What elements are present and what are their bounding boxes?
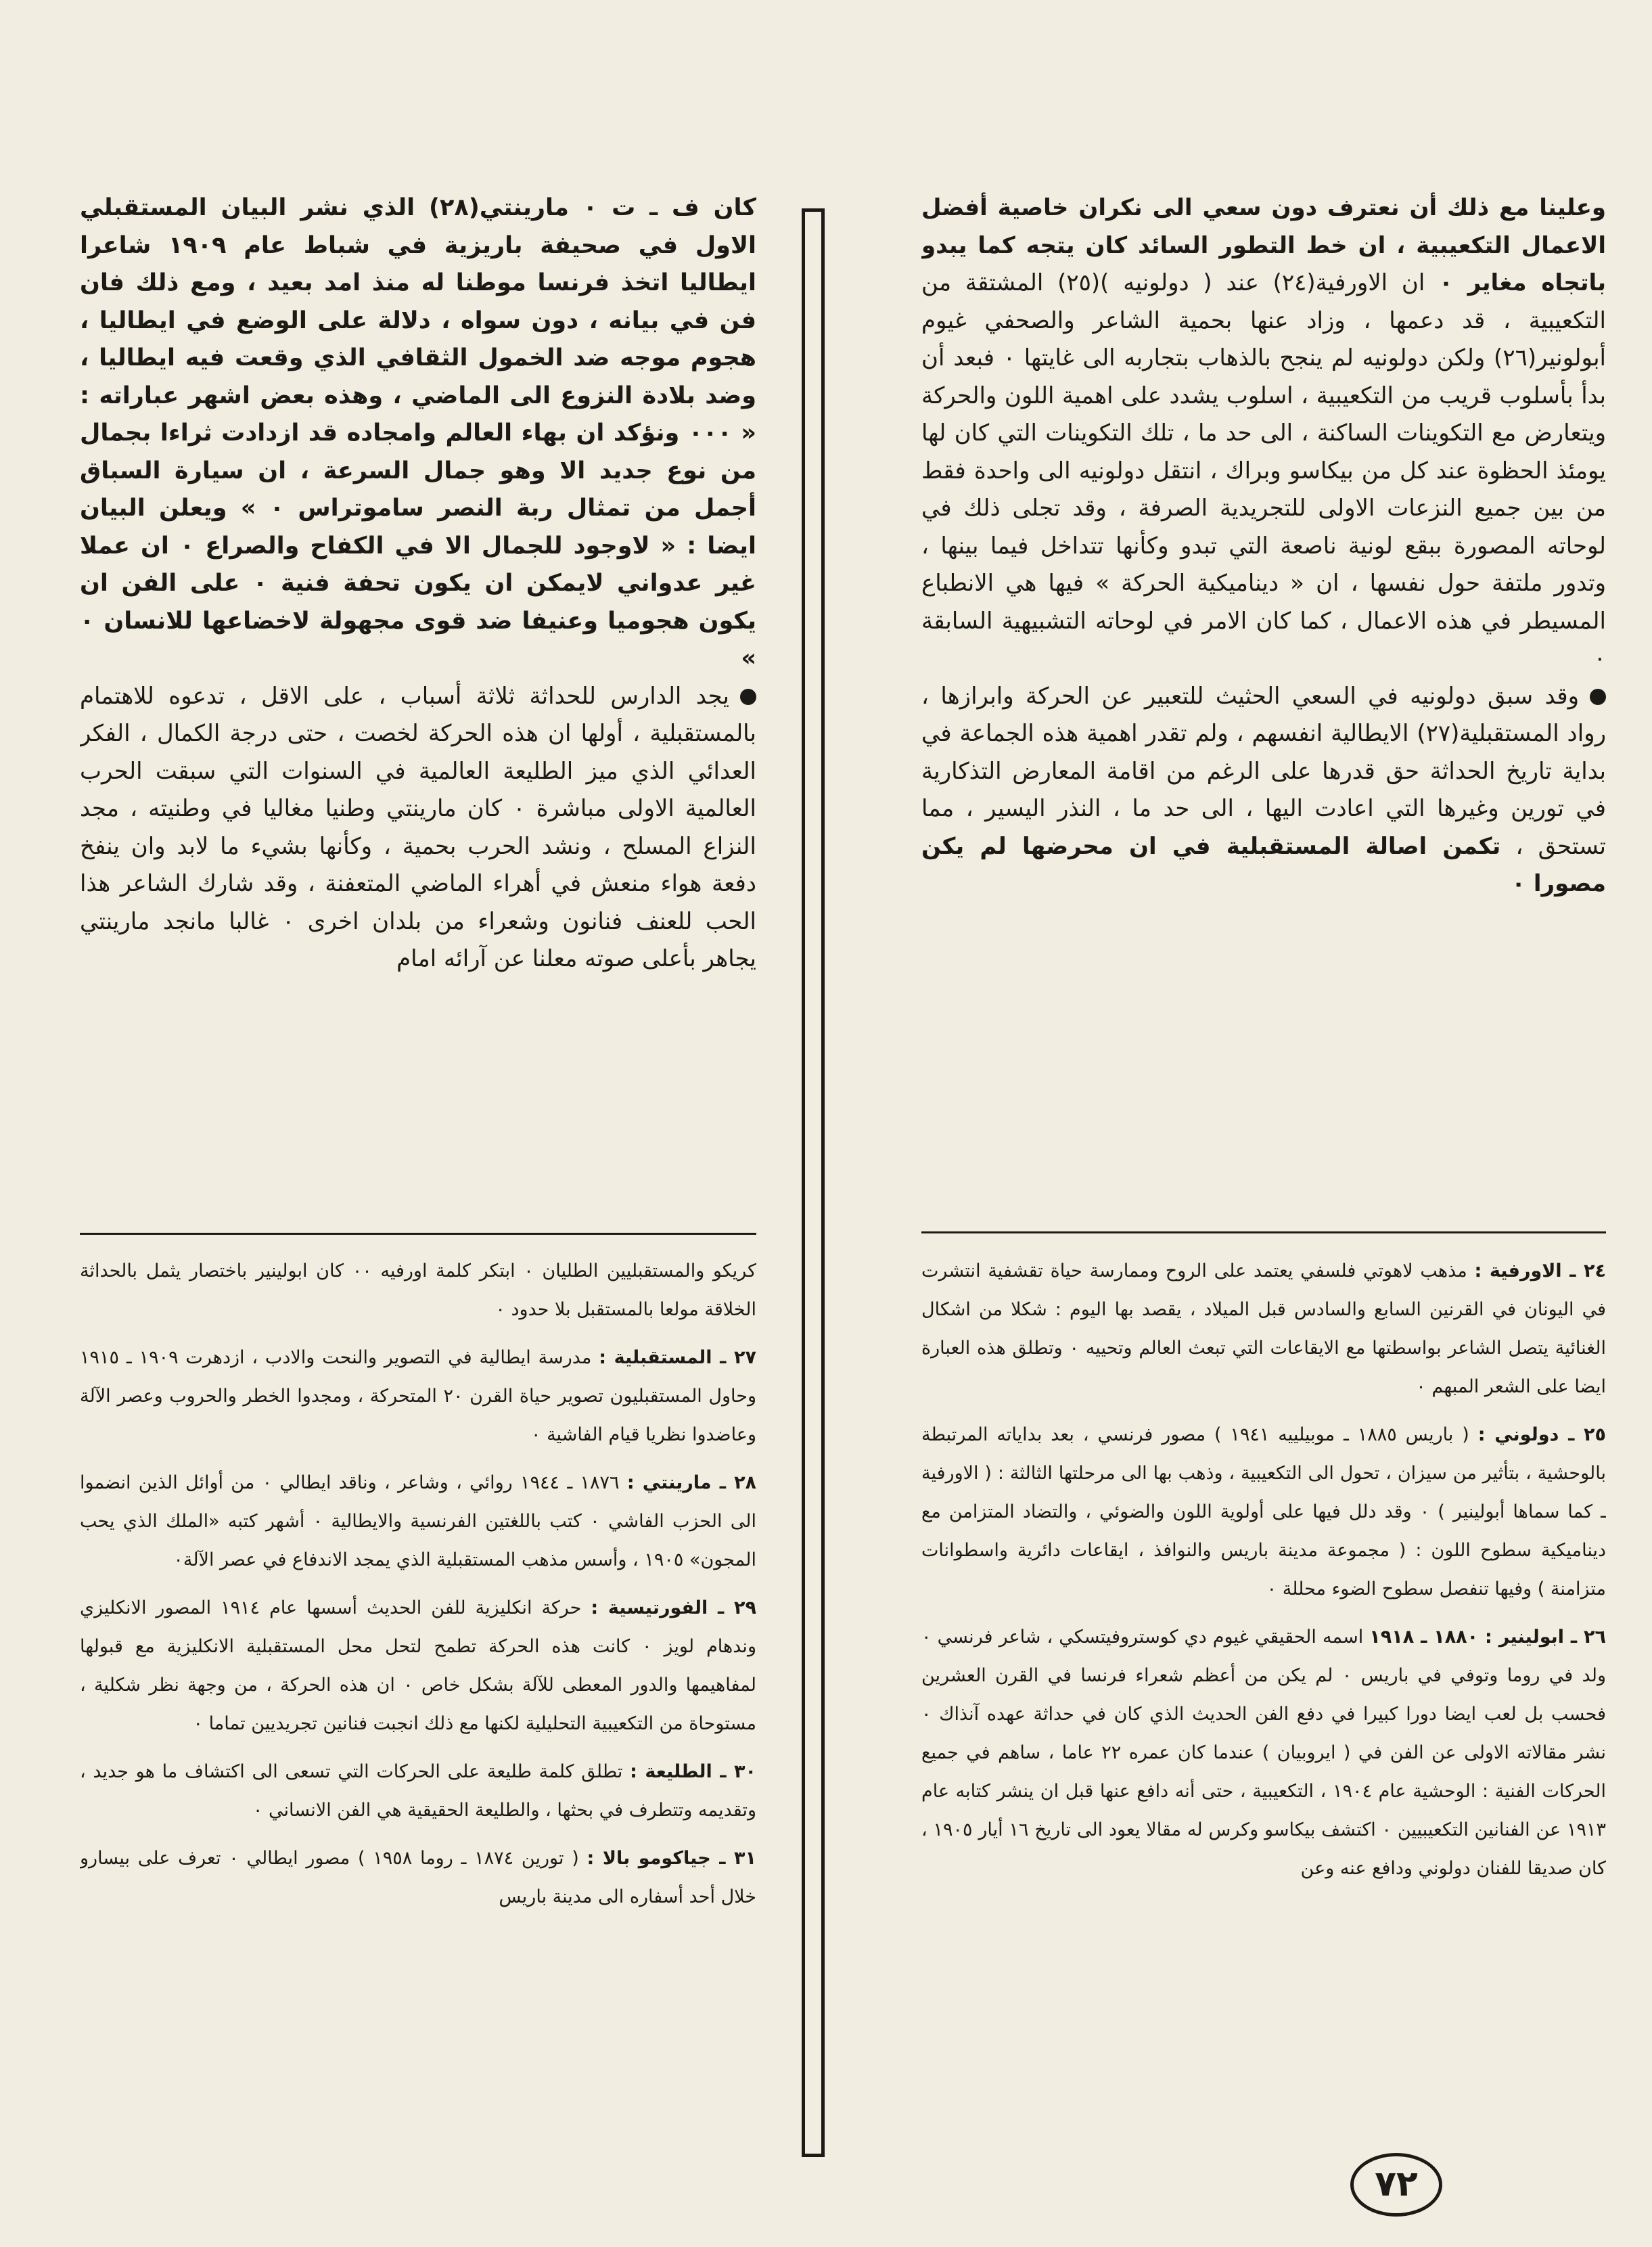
footnote-28-text: ١٨٧٦ ـ ١٩٤٤ روائي ، وشاعر ، وناقد ايطالي ٠ من أوائل الذين انضموا الى الحزب الفاشي ٠ كتب باللغتين الفرنسية والايطالية ٠ أشهر كتبه «الملك الذي يحب المجون» ١٩٠٥ ، وأسس مذهب المستقبلية الذي يمجد الاندفاع في عصر الآلة٠ bbox=[80, 1472, 756, 1570]
footnote-25-text: ( باريس ١٨٨٥ ـ موبيلييه ١٩٤١ ) مصور فرنسي ، بعد بداياته المرتبطة بالوحشية ، بتأثير من سيزان ، تحول الى التكعيبية ، وذهب بها الى مرحلتها الثالثة : ( الاورفية ـ كما سماها أبولينير ) ٠ وقد دلل فيها على أولوية اللون والضوئي ، والتضاد المتزامن مع ديناميكية سطوح اللون : ( مجموعة مدينة باريس والنوافذ ، ايقاعات دائرية واسطوانات متزامنة ) وفيها تنفصل سطوح الضوء محللة ٠ bbox=[921, 1424, 1606, 1599]
footnote-31-head: ٣١ ـ جياكومو بالا : bbox=[587, 1848, 756, 1869]
footnote-29-text: حركة انكليزية للفن الحديث أسسها عام ١٩١٤ المصور الانكليزي وندهام لويز ٠ كانت هذه الحركة تطمح لتحل محل المستقبلية الانكليزية مع قبولها لمفاهيمها والدور المعطى للآلة بشكل خاص ٠ ان هذه الحركة ، من وجهة نظر شكلية ، مستوحاة من التكعيبية التحليلية لكنها مع ذلك انجبت فنانين تجريديين تماما ٠ bbox=[80, 1597, 756, 1734]
left-paragraph-1: كان ف ـ ت ٠ مارينتي(٢٨) الذي نشر البيان المستقبلي الاول في صحيفة باريزية في شباط عام ١٩٠٩ شاعرا ايطاليا اتخذ فرنسا موطنا له منذ امد بعيد ، ومع ذلك فان فن في بيانه ، دون سواه ، دلالة على الوضع في ايطاليا ، هجوم موجه ضد الخمول الثقافي الذي وقعت فيه ايطاليا ، وضد بلادة النزوع الى الماضي ، وهذه بعض اشهر عباراته : « ٠٠٠ ونؤكد ان بهاء العالم وامجاده قد ازدادت ثراءا بجمال من نوع جديد الا وهو جمال السرعة ، ان سيارة السباق أجمل من تمثال ربة النصر ساموتراس ٠ » ويعلن البيان ايضا : « لاوجود للجمال الا في الكفاح والصراع ٠ ان عملا غير عدواني لايمكن ان يكون تحفة فنية ٠ على الفن ان يكون هجوميا وعنيفا ضد قوى مجهولة لاخضاعها للانسان ٠ » bbox=[80, 194, 756, 672]
footnote-25-head: ٢٥ ـ دولوني : bbox=[1477, 1424, 1606, 1445]
footnote-30-head: ٣٠ ـ الطليعة : bbox=[630, 1761, 756, 1782]
right-paragraph-2-bold: تكمن اصالة المستقبلية في ان محرضها لم يكن مصورا ٠ bbox=[921, 832, 1606, 897]
right-paragraph-1-text: ان الاورفية(٢٤) عند ( دولونيه )(٢٥) المشتقة من التكعيبية ، قد دعمها ، وزاد عنها بحمية الشاعر والصحفي غيوم أبولونير(٢٦) ولكن دولونيه لم ينجح بالذهاب بتجاربه الى غايتها ٠ فبعد أن بدأ بأسلوب قريب من التكعيبية ، اسلوب يشدد على اهمية اللون والحركة ويتعارض مع التكوينات الساكنة ، الى حد ما ، تلك التكوينات التي كان لها يومئذ الحظوة عند كل من بيكاسو وبراك ، انتقل دولونيه الى واحدة فقط من بين جميع النزعات الاولى للتجريدية الصرفة ، وقد تجلى ذلك في لوحاته المصورة ببقع لونية ناصعة التي تبدو وكأنها تتداخل فيما بينها ، وتدور ملتفة حول نفسها ، ان « ديناميكية الحركة » فيها هي الانطباع المسيطر في هذه الاعمال ، كما كان الامر في لوحاته التشبيهية السابقة ٠ bbox=[921, 269, 1606, 672]
bullet-icon bbox=[1590, 689, 1606, 705]
footnote-26-text: اسمه الحقيقي غيوم دي كوستروفيتسكي ، شاعر فرنسي ٠ ولد في روما وتوفي في باريس ٠ لم يكن من أعظم شعراء فرنسا في القرن العشرين فحسب بل لعب ايضا دورا كبيرا في دفع الفن الحديث الذي كان في حداثة عهده آنذاك ٠ نشر مقالاته الاولى عن الفن في ( ايروبيان ) عندما كان عمره ٢٢ عاما ، ساهم في جميع الحركات الفنية : الوحشية عام ١٩٠٤ ، التكعيبية ، حتى أنه دافع عنها قبل ان ينشر كتابه عام ١٩١٣ عن الفنانين التكعيبيين ٠ اكتشف بيكاسو وكرس له مقالا يعود الى تاريخ ١٦ أيار ١٩٠٥ ، كان صديقا للفنان دولوني ودافع عنه وعن bbox=[921, 1627, 1606, 1879]
right-column-body bbox=[921, 189, 1606, 1184]
footnote-24 bbox=[921, 1252, 1606, 1406]
footnote-29 bbox=[80, 1589, 756, 1743]
footnote-25 bbox=[921, 1415, 1606, 1608]
page-number: ٧٢ bbox=[1350, 2153, 1442, 2217]
footnote-divider-right bbox=[921, 1231, 1606, 1233]
right-paragraph-2 bbox=[921, 678, 1606, 903]
footnote-30 bbox=[80, 1752, 756, 1830]
left-paragraph-2-text: يجد الدارس للحداثة ثلاثة أسباب ، على الاقل ، تدعوه للاهتمام بالمستقبلية ، أولها ان هذه الحركة لخصت ، حتى درجة الكمال ، الفكر العدائي الذي ميز الطليعة العالمية في السنوات التي سبقت الحرب العالمية الاولى مباشرة ٠ كان مارينتي وطنيا مغاليا في وطنيته ، مجد النزاع المسلح ، ونشد الحرب بحمية ، وكأنها بشيء ما لابد وان ينفخ دفعة هواء منعش في أهراء الماضي المتعفنة ، وقد شارك الشاعر هذا الحب للعنف فنانون وشعراء من بلدان اخرى ٠ غالبا مانجد مارينتي يجاهر بأعلى صوته معلنا عن آرائه امام bbox=[80, 682, 756, 972]
footnote-26 bbox=[921, 1618, 1606, 1888]
footnote-26-continued-text: كريكو والمستقبليين الطليان ٠ ابتكر كلمة اورفيه ٠٠ كان ابولينير باختصار يثمل بالحداثة الخلاقة مولعا بالمستقبل بلا حدود ٠ bbox=[80, 1261, 756, 1320]
right-lead-text: وعلينا مع ذلك أن نعترف دون سعي الى نكران خاصية أفضل الاعمال التكعيبية ، ان خط التطور السائد كان يتجه كما يبدو باتجاه مغاير ٠ bbox=[921, 194, 1606, 296]
footnote-30-text: تطلق كلمة طليعة على الحركات التي تسعى الى اكتشاف ما هو جديد ، وتقديمه وتتطرف في بحثها ، والطليعة الحقيقية هي الفن الانساني ٠ bbox=[80, 1761, 756, 1821]
right-paragraph-2-text: وقد سبق دولونيه في السعي الحثيث للتعبير عن الحركة وابرازها ، رواد المستقبلية(٢٧) الايطالية انفسهم ، ولم تقدر اهمية هذه الجماعة في بداية تاريخ الحداثة حق قدرها على الرغم من اقامة المعارض التذكارية في تورين وغيرها التي اعادت اليها ، الى حد ما ، النذر اليسير ، مما تستحق ، bbox=[921, 682, 1606, 860]
footnote-24-text: مذهب لاهوتي فلسفي يعتمد على الروح وممارسة حياة تقشفية انتشرت في اليونان في القرنين السابع والسادس قبل الميلاد ، يقصد بها اليوم : شكلا من اشكال الغنائية يتصل الشاعر بواسطتها مع الايقاعات التي تبعث العالم وتحييه ٠ وتطلق هذه العبارة ايضا على الشعر المبهم ٠ bbox=[921, 1261, 1606, 1397]
left-column-body bbox=[80, 189, 756, 1211]
footnote-28 bbox=[80, 1463, 756, 1579]
column-divider bbox=[802, 208, 825, 2157]
footnote-31 bbox=[80, 1839, 756, 1916]
left-footnotes bbox=[80, 1252, 756, 2172]
footnote-28-head: ٢٨ ـ مارينتي : bbox=[626, 1472, 756, 1493]
footnote-26-continued bbox=[80, 1252, 756, 1329]
footnote-27-text: مدرسة ايطالية في التصوير والنحت والادب ، ازدهرت ١٩٠٩ ـ ١٩١٥ وحاول المستقبليون تصوير حياة القرن ٢٠ المتحركة ، ومجدوا الخطر والحروب وعصر الآلة وعاضدوا نظريا قيام الفاشية ٠ bbox=[80, 1347, 756, 1445]
right-footnotes bbox=[921, 1252, 1606, 1969]
footnote-27 bbox=[80, 1338, 756, 1454]
footnote-31-text: ( تورين ١٨٧٤ ـ روما ١٩٥٨ ) مصور ايطالي ٠ تعرف على بيسارو خلال أحد أسفاره الى مدينة باريس bbox=[80, 1848, 756, 1907]
footnote-27-head: ٢٧ ـ المستقبلية : bbox=[599, 1347, 756, 1368]
right-paragraph-1 bbox=[921, 189, 1606, 678]
bullet-icon bbox=[740, 689, 756, 705]
footnote-divider-left bbox=[80, 1233, 756, 1235]
left-paragraph-2 bbox=[80, 678, 756, 978]
footnote-29-head: ٢٩ ـ الفورتيسية : bbox=[591, 1597, 756, 1618]
footnote-24-head: ٢٤ ـ الاورفية : bbox=[1474, 1261, 1606, 1281]
footnote-26-head: ٢٦ ـ ابولينير : ١٨٨٠ ـ ١٩١٨ bbox=[1369, 1627, 1606, 1648]
